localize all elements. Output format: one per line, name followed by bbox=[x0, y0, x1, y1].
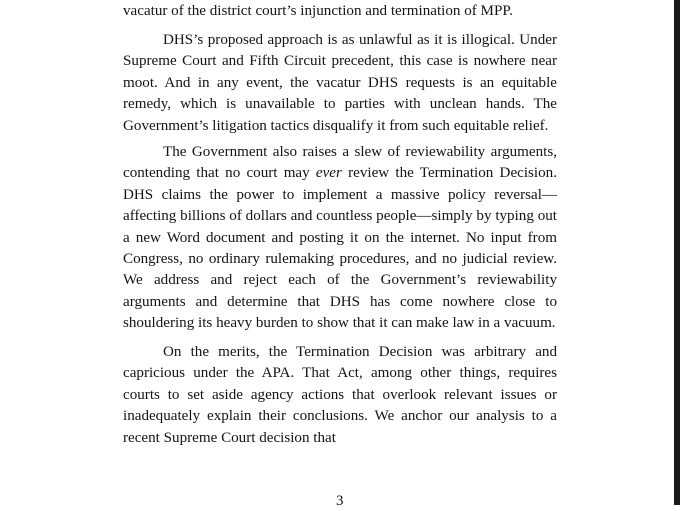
paragraph-reviewability bbox=[123, 142, 557, 335]
paragraph-merits bbox=[123, 342, 557, 449]
page-edge-border bbox=[674, 0, 680, 505]
paragraph-text: On the merits, the Termination Decision was arbitrary and capricious under the APA. That Act, among other things, requires courts to set aside agency actions that overlook relevant issues or inadequately explain their conclusions. We anchor our analysis to a recent Supreme Court decision that bbox=[123, 344, 557, 446]
emphasis-text: ever bbox=[315, 165, 342, 182]
paragraph-mootness bbox=[123, 30, 557, 137]
paragraph-continuation bbox=[123, 1, 557, 22]
paragraph-text: DHS’s proposed approach is as unlawful as it is illogical. Under Supreme Court and Fifth Circuit precedent, this case is nowhere near moot. And in any event, the vacatur DHS requests is an equitable remedy, which is unavailable to parties with unclean hands. The Government’s litigation tactics disqualify it from such equitable relief. bbox=[123, 32, 557, 134]
page-number: 3 bbox=[336, 493, 344, 509]
paragraph-text: vacatur of the district court’s injunction and termination of MPP. bbox=[123, 3, 513, 19]
paragraph-text: The Government also raises a slew of reviewability arguments, contending that no court may bbox=[123, 144, 557, 182]
paragraph-text: review the Termination Decision. DHS claims the power to implement a massive policy reversal—affecting billions of dollars and countless people—simply by typing out a new Word document and posting it on the internet. No input from Congress, no ordinary rulemaking procedures, and no judicial review. We address and reject each of the Government’s reviewability arguments and determine that DHS has come nowhere close to shouldering its heavy burden to show that it can make law in a vacuum. bbox=[123, 165, 557, 332]
